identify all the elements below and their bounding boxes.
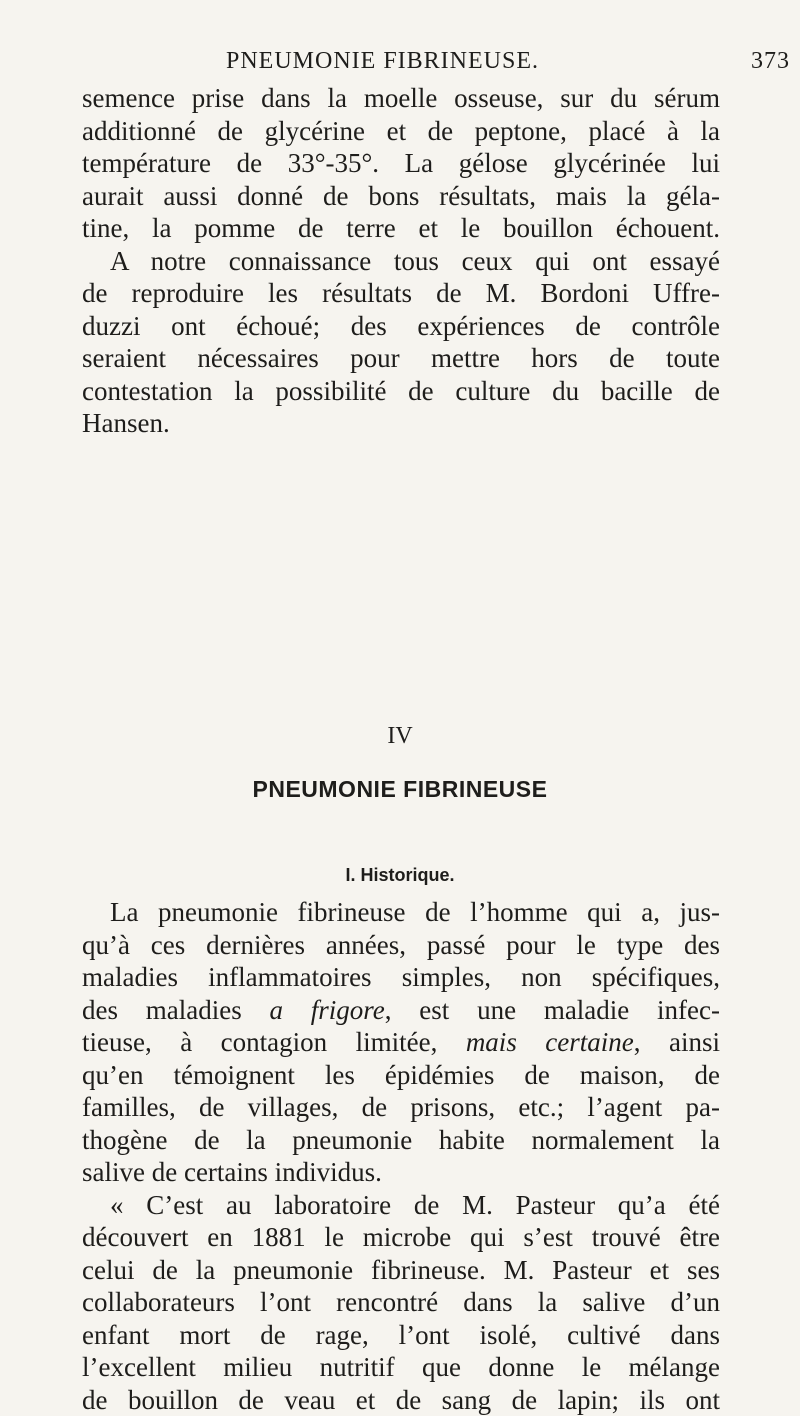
text-span: , est une maladie infec- bbox=[385, 995, 720, 1025]
text-line: découvert en 1881 le microbe qui s’est trouvé être bbox=[82, 1221, 720, 1254]
section-title: PNEUMONIE FIBRINEUSE bbox=[0, 776, 800, 803]
subsection-title: I. Historique. bbox=[0, 865, 800, 886]
text-line: l’excellent milieu nutritif que donne le mélange bbox=[82, 1351, 720, 1384]
text-line: qu’en témoignent les épidémies de maison, de bbox=[82, 1059, 720, 1092]
text-line: La pneumonie fibrineuse de l’homme qui a, jus- bbox=[82, 896, 720, 929]
text-line: « C’est au laboratoire de M. Pasteur qu’a été bbox=[82, 1189, 720, 1222]
text-line: familles, de villages, de prisons, etc.; l’agent pa- bbox=[82, 1091, 720, 1124]
text-line: additionné de glycérine et de peptone, placé à la bbox=[82, 115, 720, 148]
paragraph-continuation bbox=[82, 82, 720, 440]
italic-term: a frigore bbox=[270, 995, 385, 1025]
main-text bbox=[82, 896, 720, 1416]
italic-term: mais certaine bbox=[466, 1027, 634, 1057]
text-line: seraient nécessaires pour mettre hors de toute bbox=[82, 342, 720, 375]
text-span: tieuse, à contagion limitée, bbox=[82, 1027, 466, 1057]
text-line: qu’à ces dernières années, passé pour le type des bbox=[82, 929, 720, 962]
text-line: enfant mort de rage, l’ont isolé, cultivé dans bbox=[82, 1319, 720, 1352]
text-line: contestation la possibilité de culture du bacille de bbox=[82, 375, 720, 408]
running-title: PNEUMONIE FIBRINEUSE. bbox=[226, 48, 539, 75]
text-line: celui de la pneumonie fibrineuse. M. Pasteur et ses bbox=[82, 1254, 720, 1287]
text-line: température de 33°-35°. La gélose glycérinée lui bbox=[82, 147, 720, 180]
text-line: Hansen. bbox=[82, 407, 720, 440]
text-span: des maladies bbox=[82, 995, 270, 1025]
text-line: de reproduire les résultats de M. Bordoni Uffre- bbox=[82, 277, 720, 310]
text-line: maladies inflammatoires simples, non spécifiques, bbox=[82, 961, 720, 994]
text-line: salive de certains individus. bbox=[82, 1156, 720, 1189]
text-line: collaborateurs l’ont rencontré dans la salive d’un bbox=[82, 1286, 720, 1319]
page-number: 373 bbox=[751, 48, 790, 75]
text-line: duzzi ont échoué; des expériences de contrôle bbox=[82, 310, 720, 343]
text-line: de bouillon de veau et de sang de lapin; ils ont bbox=[82, 1384, 720, 1416]
text-span: , ainsi bbox=[634, 1027, 720, 1057]
text-line: thogène de la pneumonie habite normalement la bbox=[82, 1124, 720, 1157]
text-line: semence prise dans la moelle osseuse, sur du sérum bbox=[82, 82, 720, 115]
section-number: IV bbox=[0, 723, 800, 750]
text-line: tine, la pomme de terre et le bouillon échouent. bbox=[82, 212, 720, 245]
text-line: A notre connaissance tous ceux qui ont essayé bbox=[82, 245, 720, 278]
text-line bbox=[82, 1026, 720, 1059]
text-line bbox=[82, 994, 720, 1027]
text-line: aurait aussi donné de bons résultats, mais la géla- bbox=[82, 180, 720, 213]
